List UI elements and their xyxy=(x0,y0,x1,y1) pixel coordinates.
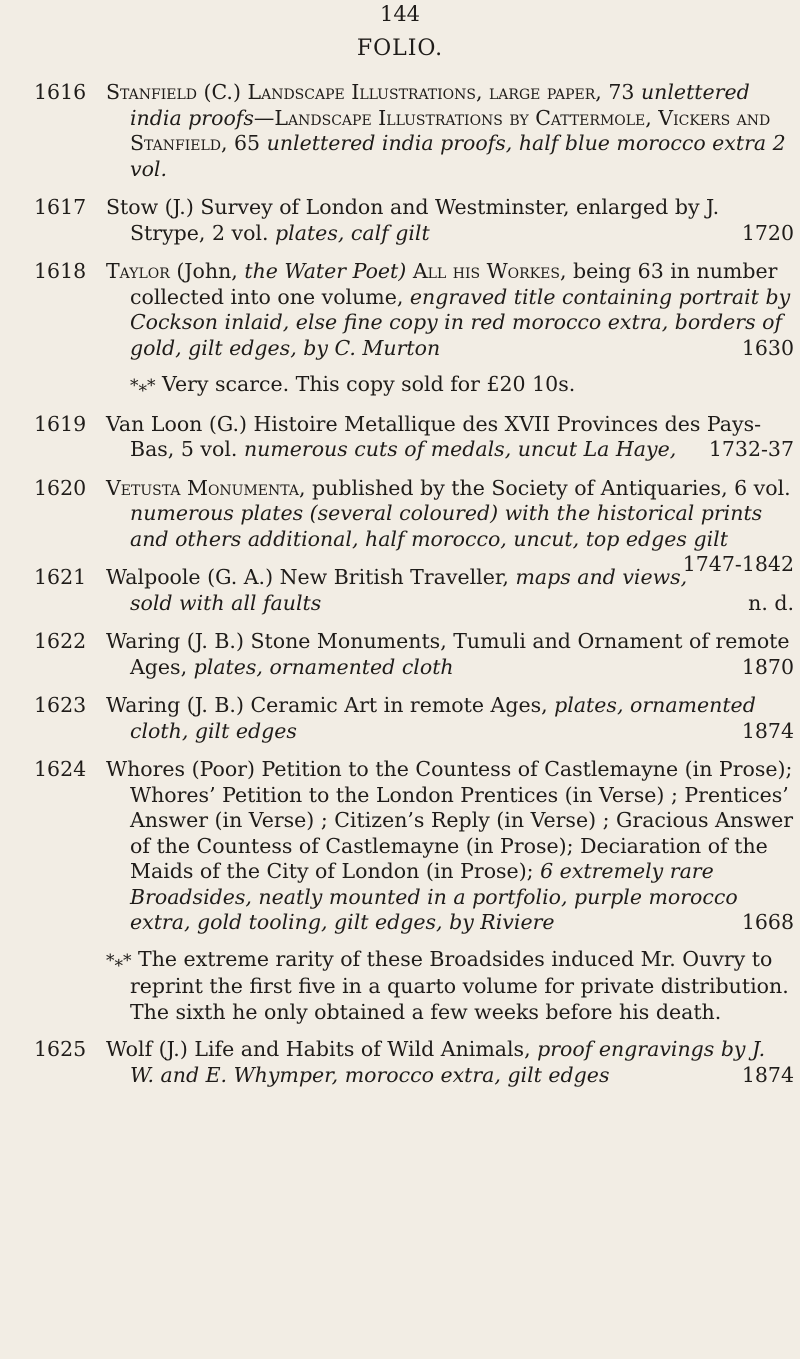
entry-description: plates, ornamented cloth, gilt edges xyxy=(130,693,756,743)
lot-number: 1618 xyxy=(34,259,87,283)
entry-title: Vetusta Monumenta, xyxy=(106,475,306,500)
entry-author-epithet: the Water Poet) xyxy=(244,259,407,283)
lot-number: 1622 xyxy=(34,629,87,653)
entry-title: Walpoole (G. A.) New British Traveller, xyxy=(106,565,509,589)
entry-title: Whores (Poor) Petition to the Countess of Castlemayne (in Prose); Whores’ Petition to the London Prentices (in Verse) ; Prentices’ Answer (in Verse) ; Citizen’s Reply (in Verse) ; Gracious Answer of the Countess of Castlemayne (in Prose); Deciaration of the Maids of the City of London (in Prose); xyxy=(106,757,794,883)
lot-number: 1619 xyxy=(34,411,87,436)
entry-1621 xyxy=(34,565,800,616)
note-1618 xyxy=(130,372,800,400)
lot-number: 1617 xyxy=(34,195,87,219)
entry-description: maps and views, sold with all faults xyxy=(130,565,688,615)
entry-1618 xyxy=(34,259,800,361)
section-heading: FOLIO. xyxy=(356,36,444,61)
entry-description: numerous cuts of medals, uncut La Haye, xyxy=(243,437,677,461)
note-1624 xyxy=(106,947,800,1026)
lot-number: 1620 xyxy=(34,475,87,500)
entry-1624 xyxy=(34,757,800,936)
entry-author-detail: (John, xyxy=(176,259,238,283)
entry-1623 xyxy=(34,693,800,744)
page-number: 144 xyxy=(379,2,421,26)
entry-title: Van Loon (G.) Histoire Metallique des XVII Provinces des Pays-Bas, 5 vol. xyxy=(106,411,762,461)
lot-number: 1623 xyxy=(34,693,87,717)
entry-1620 xyxy=(34,475,800,576)
entry-title: Waring (J. B.) Ceramic Art in remote Ages, xyxy=(106,693,548,717)
entry-date: 1668 xyxy=(741,910,794,934)
entry-text: being 63 in number collected into one volume, xyxy=(130,259,778,309)
catalogue-entries xyxy=(34,80,800,1101)
entry-date: 1630 xyxy=(741,335,794,360)
entry-1619 xyxy=(34,412,800,463)
entry-description: numerous plates (several coloured) with the historical prints and others additional, half morocco, uncut, top edges gilt xyxy=(130,501,763,551)
entry-date: 1732-37 xyxy=(708,437,794,461)
lot-number: 1621 xyxy=(34,565,87,589)
entry-date: 1870 xyxy=(741,654,794,679)
entry-description: plates, ornamented cloth xyxy=(193,654,454,679)
entry-date: n. d. xyxy=(748,590,794,615)
entry-date: 1874 xyxy=(741,1062,794,1087)
lot-number: 1625 xyxy=(34,1037,87,1061)
note-text: The extreme rarity of these Broadsides induced Mr. Ouvry to reprint the first five in a quarto volume for private distribution. The sixth he only obtained a few weeks before his death. xyxy=(130,946,789,1024)
asterism: *⁎* xyxy=(130,376,156,396)
entry-author: Stanfield (C.) xyxy=(106,80,241,104)
entry-title-2: —Landscape Illustrations by Cattermole, Vickers and Stanfield, 65 xyxy=(130,105,771,155)
entry-1617 xyxy=(34,195,800,246)
asterism: *⁎* xyxy=(106,950,132,971)
entry-text: published by the Society of Antiquaries, 6 vol. xyxy=(312,475,791,500)
note-text: Very scarce. This copy sold for £20 10s. xyxy=(162,372,576,396)
entry-1625 xyxy=(34,1037,800,1088)
entry-title: All his Workes, xyxy=(412,259,567,283)
entry-title: Landscape Illustrations, large paper, 73 xyxy=(247,80,635,104)
entry-description: proof engravings by J. W. and E. Whymper, morocco extra, gilt edges xyxy=(130,1037,766,1087)
entry-description: plates, calf gilt xyxy=(275,220,430,245)
lot-number: 1616 xyxy=(34,80,87,104)
lot-number: 1624 xyxy=(34,757,87,781)
entry-title: Stow (J.) Survey of London and Westminster, enlarged by J. Strype, 2 vol. xyxy=(106,195,720,245)
entry-title: Wolf (J.) Life and Habits of Wild Animals, xyxy=(106,1037,531,1061)
entry-title: Waring (J. B.) Stone Monuments, Tumuli and Ornament of remote Ages, xyxy=(106,629,790,679)
entry-description: 6 extremely rare Broadsides, neatly mounted in a portfolio, purple morocco extra, gold tooling, gilt edges, by Riviere xyxy=(130,859,738,934)
entry-1622 xyxy=(34,629,800,680)
entry-description: unlettered india proofs xyxy=(130,80,750,130)
entry-description: engraved title containing portrait by Cockson inlaid, else fine copy in red morocco extra, borders of gold, gilt edges, by C. Murton xyxy=(130,284,791,360)
entry-date: 1747-1842 xyxy=(682,552,794,576)
entry-1616 xyxy=(34,80,800,182)
entry-date: 1720 xyxy=(741,220,794,245)
entry-date: 1874 xyxy=(741,718,794,743)
entry-author: Taylor xyxy=(106,259,170,283)
entry-description-2: unlettered india proofs, half blue morocco extra 2 vol. xyxy=(130,131,786,181)
